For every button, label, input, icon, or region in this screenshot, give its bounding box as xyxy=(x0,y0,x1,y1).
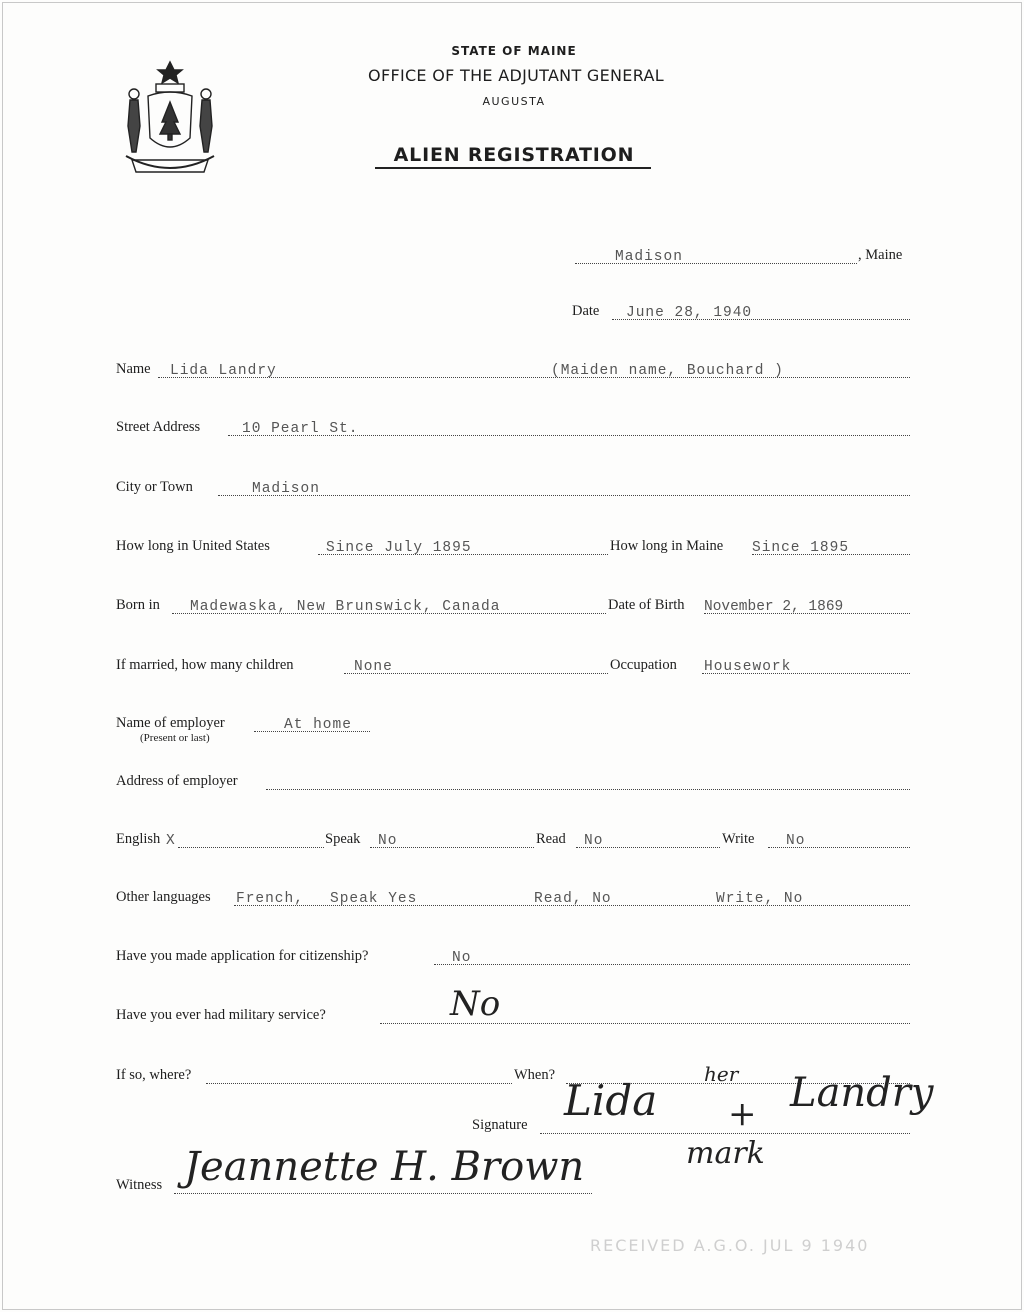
date-value: June 28, 1940 xyxy=(626,305,753,321)
employer-address-row xyxy=(0,768,1024,794)
english-write-label: Write xyxy=(722,831,755,847)
place-row xyxy=(0,242,1024,268)
signature-first-name: Lida xyxy=(564,1076,658,1125)
name-label: Name xyxy=(116,361,151,377)
title-underline xyxy=(375,167,651,169)
dob-value: November 2, 1869 xyxy=(704,599,844,615)
born-in-value: Madewaska, New Brunswick, Canada xyxy=(190,599,501,615)
born-row xyxy=(0,592,1024,618)
date-row xyxy=(0,298,1024,324)
citizenship-row xyxy=(0,943,1024,969)
how-long-maine-label: How long in Maine xyxy=(610,538,724,554)
other-languages-value: French, xyxy=(236,891,304,907)
if-so-label: If so, where? xyxy=(116,1067,192,1083)
occupation-value: Housework xyxy=(704,659,792,675)
employer-value: At home xyxy=(284,717,352,733)
military-label: Have you ever had military service? xyxy=(116,1007,326,1023)
name-value: Lida Landry xyxy=(170,363,277,379)
maiden-name-value: (Maiden name, Bouchard ) xyxy=(551,363,784,379)
children-row xyxy=(0,652,1024,678)
other-languages-write: Write, No xyxy=(716,891,804,907)
office-heading: OFFICE OF THE ADJUTANT GENERAL xyxy=(368,66,664,85)
witness-signature: Jeannette H. Brown xyxy=(184,1144,585,1190)
city-heading: AUGUSTA xyxy=(482,95,546,108)
city-town-row xyxy=(0,474,1024,500)
signature-surname: Landry xyxy=(790,1070,934,1116)
name-row xyxy=(0,356,1024,382)
employer-row xyxy=(0,710,1024,744)
received-stamp: RECEIVED A.G.O. JUL 9 1940 xyxy=(590,1236,870,1255)
witness-label: Witness xyxy=(116,1177,163,1193)
street-label: Street Address xyxy=(116,419,201,435)
when-label: When? xyxy=(514,1067,556,1083)
english-mark: X xyxy=(166,833,176,849)
military-row xyxy=(0,984,1024,1028)
english-write-value: No xyxy=(786,833,806,849)
date-label: Date xyxy=(572,303,600,319)
english-label: English xyxy=(116,831,161,847)
street-value: 10 Pearl St. xyxy=(242,421,359,437)
how-long-us-label: How long in United States xyxy=(116,538,270,554)
how-long-row xyxy=(0,533,1024,559)
other-languages-read: Read, No xyxy=(534,891,612,907)
state-heading: STATE OF MAINE xyxy=(451,44,577,58)
how-long-us-value: Since July 1895 xyxy=(326,540,472,556)
english-speak-label: Speak xyxy=(325,831,361,847)
signature-label: Signature xyxy=(472,1117,528,1133)
how-long-maine-value: Since 1895 xyxy=(752,540,850,556)
signature-mark-word: mark xyxy=(686,1136,765,1171)
employer-sublabel: (Present or last) xyxy=(140,732,210,744)
street-row xyxy=(0,414,1024,440)
dob-label: Date of Birth xyxy=(608,597,685,613)
english-row xyxy=(0,826,1024,852)
other-languages-label: Other languages xyxy=(116,889,211,905)
signature-x-mark: + xyxy=(728,1094,757,1134)
form-title: ALIEN REGISTRATION xyxy=(393,144,635,166)
employer-address-label: Address of employer xyxy=(116,773,238,789)
children-value: None xyxy=(354,659,393,675)
place-value: Madison xyxy=(615,249,683,265)
city-town-label: City or Town xyxy=(116,479,193,495)
employer-label: Name of employer xyxy=(116,715,225,731)
citizenship-label: Have you made application for citizenship? xyxy=(116,948,369,964)
children-label: If married, how many children xyxy=(116,657,294,673)
english-read-value: No xyxy=(584,833,604,849)
other-languages-row xyxy=(0,884,1024,910)
english-read-label: Read xyxy=(536,831,566,847)
military-value: No xyxy=(450,984,501,1024)
born-in-label: Born in xyxy=(116,597,160,613)
signature-her: her xyxy=(704,1062,739,1086)
city-town-value: Madison xyxy=(252,481,320,497)
place-suffix: , Maine xyxy=(858,247,903,263)
other-languages-speak: Speak Yes xyxy=(330,891,418,907)
citizenship-value: No xyxy=(452,950,472,966)
occupation-label: Occupation xyxy=(610,657,677,673)
english-speak-value: No xyxy=(378,833,398,849)
